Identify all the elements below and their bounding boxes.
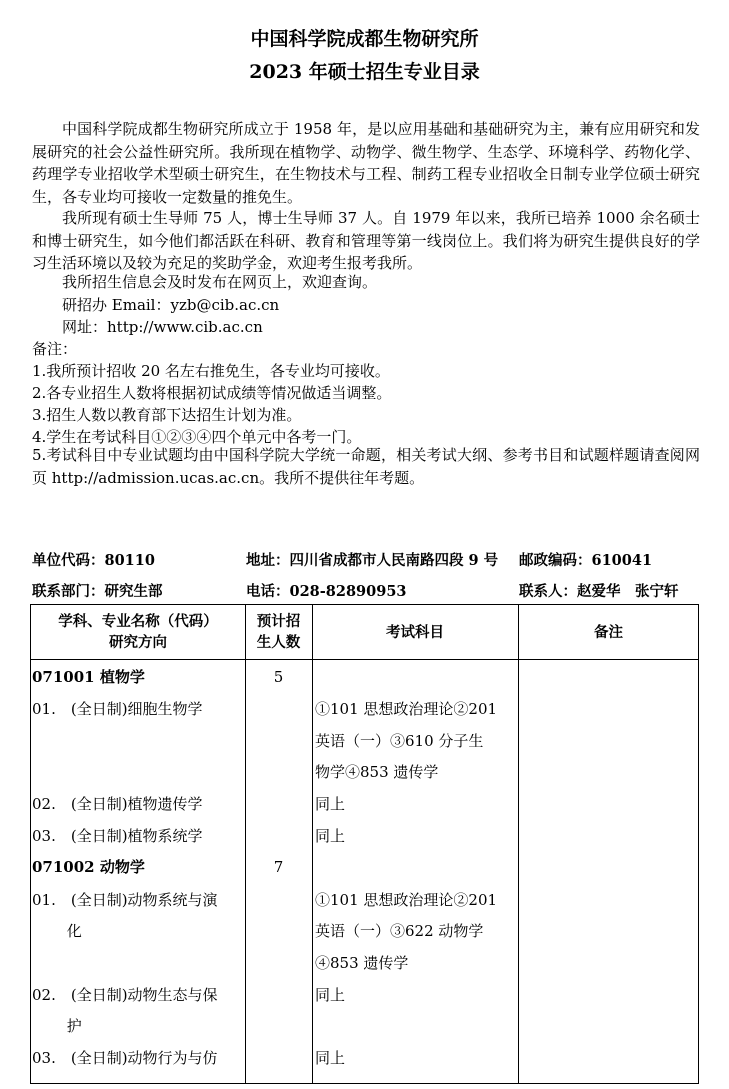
note-item-5: 5.考试科目中专业试题均由中国科学院大学统一命题，相关考试大纲、参考书目和试题样题请查阅网页 http://admission.ucas.ac.cn。我所不提供往年考题。 (32, 446, 700, 487)
row-major: 化 (32, 922, 82, 940)
unit-code: 单位代码：80110 (32, 552, 155, 569)
header-divider (31, 659, 698, 660)
row-count: 5 (273, 668, 284, 686)
row-exam: ④853 遗传学 (315, 954, 409, 972)
row-major: 01. (全日制)细胞生物学 (32, 700, 203, 718)
header-major (31, 605, 245, 659)
row-exam: ①101 思想政治理论②201 (315, 700, 498, 718)
page-subtitle: 2023 年硕士招生专业目录 (249, 61, 480, 83)
row-exam: 物学④853 遗传学 (315, 763, 439, 781)
note-item-2: 2.各专业招生人数将根据初试成绩等情况做适当调整。 (32, 384, 392, 402)
header-count (245, 605, 312, 659)
row-exam: 同上 (315, 986, 346, 1004)
address: 地址：四川省成都市人民南路四段 9 号 (246, 552, 499, 569)
column-divider (312, 605, 313, 1083)
row-major: 03. (全日制)动物行为与仿 (32, 1049, 218, 1067)
row-major: 071002 动物学 (32, 858, 145, 876)
row-count: 7 (273, 858, 284, 876)
note-item-3: 3.招生人数以教育部下达招生计划为准。 (32, 406, 302, 424)
row-major: 护 (32, 1017, 82, 1035)
phone: 电话：028-82890953 (246, 583, 407, 600)
row-major: 01. (全日制)动物系统与演 (32, 891, 218, 909)
intro-paragraph-3: 我所招生信息会及时发布在网页上，欢迎查询。 (62, 273, 378, 291)
note-item-4: 4.学生在考试科目①②③④四个单元中各考一门。 (32, 428, 362, 446)
row-exam: 同上 (315, 1049, 346, 1067)
row-major: 03. (全日制)植物系统学 (32, 827, 203, 845)
row-major: 02. (全日制)植物遗传学 (32, 795, 203, 813)
header-major-line1: 学科、专业名称（代码） (58, 613, 218, 630)
department: 联系部门：研究生部 (32, 583, 163, 600)
header-count-line2: 生人数 (256, 634, 301, 651)
header-exam: 考试科目 (386, 623, 444, 641)
contact: 联系人：赵爱华 张宁轩 (519, 583, 679, 600)
header-major-line2: 研究方向 (109, 634, 167, 651)
page-title: 中国科学院成都生物研究所 (250, 28, 479, 50)
email-line: 研招办 Email：yzb@cib.ac.cn (62, 296, 280, 314)
row-exam: 英语（一）③610 分子生 (315, 732, 484, 750)
row-exam: 同上 (315, 827, 346, 845)
header-remark: 备注 (594, 623, 623, 641)
row-exam: ①101 思想政治理论②201 (315, 891, 498, 909)
intro-paragraph-1: 中国科学院成都生物研究所成立于 1958 年，是以应用基础和基础研究为主，兼有应用研究和发展研究的社会公益性研究所。我所现在植物学、动物学、微生物学、生态学、环境科学、药物化学、药理学专业招收学术型硕士研究生，在生物技术与工程、制药工程专业招收全日制专业学位硕士研究生，各专业均可接收一定数量的推免生。 (32, 120, 700, 206)
major-catalog-table (30, 604, 699, 1084)
column-divider (518, 605, 519, 1083)
note-item-1: 1.我所预计招收 20 名左右推免生，各专业均可接收。 (32, 362, 390, 380)
website-line: 网址：http://www.cib.ac.cn (62, 318, 263, 336)
postcode: 邮政编码：610041 (519, 552, 653, 569)
row-major: 071001 植物学 (32, 668, 145, 686)
intro-paragraph-2: 我所现有硕士生导师 75 人，博士生导师 37 人。自 1979 年以来，我所已培养 1000 余名硕士和博士研究生，如今他们都活跃在科研、教育和管理等第一线岗位上。我们将为研究生提供良好的学习生活环境以及较为充足的奖助学金，欢迎考生报考我所。 (32, 209, 700, 272)
notes-label: 备注： (32, 340, 78, 358)
row-major: 02. (全日制)动物生态与保 (32, 986, 218, 1004)
row-exam: 同上 (315, 795, 346, 813)
header-count-line1: 预计招 (256, 613, 301, 630)
row-exam: 英语（一）③622 动物学 (315, 922, 484, 940)
